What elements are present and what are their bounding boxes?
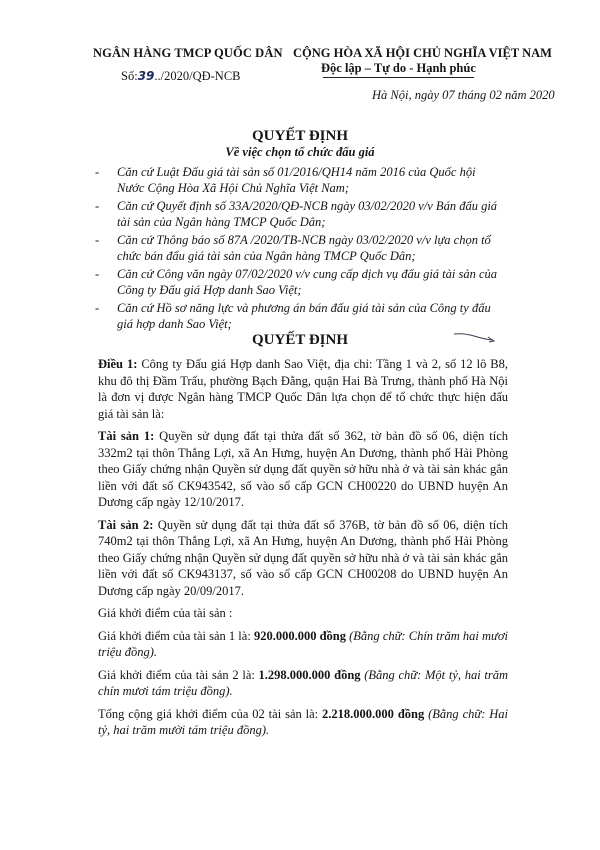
basis-dash: - bbox=[95, 165, 100, 179]
article-1-text: Công ty Đấu giá Hợp danh Sao Việt, địa chỉ: Tầng 1 và 2, số 12 lô B8, khu đô thị Đầm Trấu, phường Bạch Đằng, quận Hai Bà Trưng, thành phố Hà Nội là đơn vị được Ngân hàng TMCP Quốc Dân lựa chọn để tổ chức thực hiện đấu giá tài sản là: bbox=[98, 357, 508, 421]
total-text: Tổng cộng giá khởi điểm của 02 tài sản là: bbox=[98, 706, 323, 721]
republic-heading: CỘNG HÒA XÃ HỘI CHỦ NGHĨA VIỆT NAM bbox=[293, 46, 552, 60]
total-amount: 2.218.000.000 đồng bbox=[322, 706, 425, 721]
price-1-words: (Bằng chữ: Chín trăm hai mươi triệu đồng). bbox=[98, 628, 509, 659]
price-intro: Giá khởi điểm của tài sản : bbox=[98, 606, 233, 620]
document-subtitle: Về việc chọn tổ chức đấu giá bbox=[225, 145, 375, 159]
motto-text: Độc lập – Tự do - Hạnh phúc bbox=[321, 61, 476, 75]
article-1-label: Điều 1: bbox=[98, 357, 138, 371]
article-1 bbox=[98, 356, 508, 422]
basis-dash: - bbox=[95, 233, 100, 247]
basis-text: Căn cứ Công văn ngày 07/02/2020 v/v cung cấp dịch vụ đấu giá tài sản của Công ty Đấu giá Hợp danh Sao Việt; bbox=[117, 267, 498, 297]
basis-item bbox=[95, 165, 505, 196]
decision-body bbox=[98, 356, 508, 745]
date-line: Hà Nội, ngày 07 tháng 02 năm 2020 bbox=[372, 88, 555, 102]
price-1-amount: 920.000.000 đồng bbox=[253, 628, 346, 643]
motto bbox=[321, 61, 476, 76]
doc-number-suffix: ../2020/QĐ-NCB bbox=[154, 69, 241, 83]
asset-1-text: Quyền sử dụng đất tại thửa đất số 362, tờ bản đồ số 06, diện tích 332m2 tại thôn Thắng Lợi, xã An Hưng, huyện An Dương, thành phố Hải Phòng theo Giấy chứng nhận Quyền sử dụng đất quyền sở hữu nhà ở và tài sản khác gắn liền với đất số CK943542, số vào sổ cấp GCN CH00220 do UBND huyện An Dương cấp ngày 12/10/2017. bbox=[98, 429, 508, 509]
asset-2-label: Tài sản 2: bbox=[98, 517, 154, 532]
basis-text: Căn cứ Hồ sơ năng lực và phương án bán đấu giá tài sản của Công ty đấu giá hợp danh Sao Việt; bbox=[117, 301, 491, 331]
basis-text: Căn cứ Luật Đấu giá tài sản số 01/2016/QH14 năm 2016 của Quốc hội Nước Cộng Hòa Xã Hội Chủ Nghĩa Việt Nam; bbox=[117, 165, 476, 195]
asset-2-text: Quyền sử dụng đất tại thửa đất số 376B, tờ bản đồ số 06, diện tích 740m2 tại thôn Thắng Lợi, xã An Hưng, huyện An Dương, thành phố Hải Phòng theo Giấy chứng nhận Quyền sử dụng đất quyền sở hữu nhà ở và tài sản khác gắn liền với đất số CK943137, số vào sổ cấp GCN CH00208 do UBND huyện An Dương cấp ngày 20/09/2017. bbox=[98, 517, 508, 598]
basis-item bbox=[95, 301, 505, 332]
legal-basis-list bbox=[95, 165, 505, 335]
asset-1-label: Tài sản 1: bbox=[98, 429, 155, 443]
pen-mark-icon bbox=[452, 330, 498, 344]
basis-dash: - bbox=[95, 199, 100, 213]
price-1-text: Giá khởi điểm của tài sản 1 là: bbox=[98, 628, 254, 643]
basis-item bbox=[95, 199, 505, 230]
basis-item bbox=[95, 233, 505, 264]
basis-text: Căn cứ Quyết định số 33A/2020/QĐ-NCB ngày 03/02/2020 v/v Bán đấu giá tài sản của Ngân hàng TMCP Quốc Dân; bbox=[117, 199, 498, 229]
bank-name: NGÂN HÀNG TMCP QUỐC DÂN bbox=[93, 46, 283, 60]
asset-2 bbox=[98, 517, 508, 600]
basis-dash: - bbox=[95, 267, 100, 281]
document-title: QUYẾT ĐỊNH bbox=[252, 128, 348, 144]
price-asset-2 bbox=[98, 667, 508, 700]
doc-number-prefix: Số: bbox=[121, 69, 138, 83]
motto-underline bbox=[323, 77, 474, 78]
total-words: (Bằng chữ: Hai tỷ, hai trăm mười tám triệu đồng). bbox=[98, 706, 509, 737]
price-2-text: Giá khởi điểm của tài sản 2 là: bbox=[98, 667, 259, 682]
decision-heading: QUYẾT ĐỊNH bbox=[252, 332, 348, 348]
basis-item bbox=[95, 267, 505, 298]
basis-dash: - bbox=[95, 301, 100, 315]
price-2-amount: 1.298.000.000 đồng bbox=[258, 667, 361, 682]
asset-1 bbox=[98, 428, 508, 511]
price-asset-1 bbox=[98, 628, 508, 661]
price-2-words: (Bằng chữ: Một tỷ, hai trăm chín mươi tám triệu đồng). bbox=[98, 667, 508, 698]
price-total bbox=[98, 706, 508, 739]
basis-text: Căn cứ Thông báo số 87A /2020/TB-NCB ngày 03/02/2020 v/v lựa chọn tổ chức bán đấu giá tài sản của Ngân hàng TMCP Quốc Dân; bbox=[117, 233, 491, 263]
document-number bbox=[121, 69, 241, 84]
doc-number-handwritten: 39 bbox=[137, 69, 155, 83]
